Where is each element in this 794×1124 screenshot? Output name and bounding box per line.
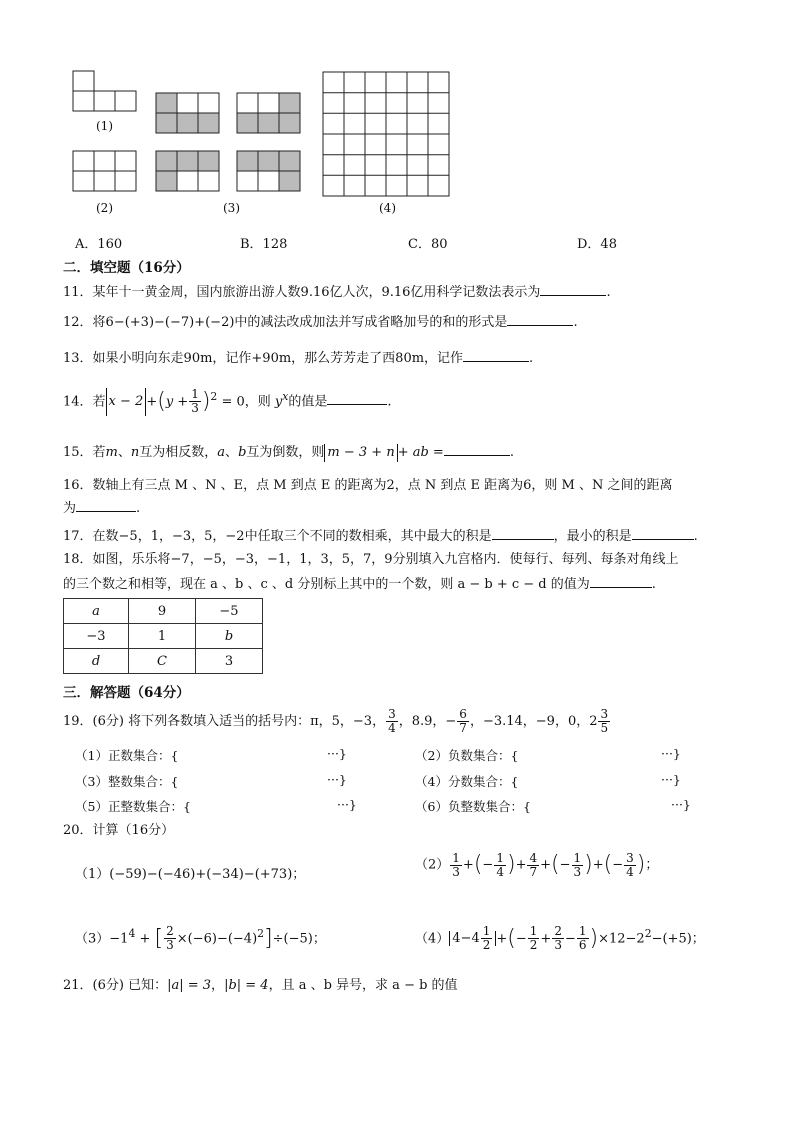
section-title-fill-in: 二．填空题（16分） — [63, 260, 190, 276]
q11-blank — [540, 283, 606, 296]
set-negative: （2）负数集合：{ — [415, 748, 519, 763]
q20-1: （1）(−59)−(−46)+(−34)−(+73)； — [75, 867, 306, 882]
figure-1-net — [73, 71, 136, 111]
q20-3: $(3)-1^4$ + [ $\frac{2}{3}$ $\times(-6)-(-4)^2]\div(-5)$； — [75, 924, 326, 953]
q15-blank — [444, 443, 510, 456]
q18-blank — [590, 575, 652, 588]
question-17: 17．在数−5，1，−3，5，−2中任取三个不同的数相乘，其中最大的积是 ，最小的积是 . — [63, 529, 698, 544]
q14-end: . — [387, 394, 392, 410]
q13-blank — [463, 349, 529, 362]
table-row: d C 3 — [64, 649, 263, 674]
q17-blank-max — [492, 527, 554, 540]
q14-blank — [327, 392, 387, 405]
option-c: C．80 — [408, 237, 448, 252]
question-12 — [63, 313, 578, 332]
question-19: 19．(6分) 将下列各数填入适当的括号内：π，5，−3， $\frac{3}{4}$ ，8.9，− $\frac{6}{7}$ ，−3.14，−9，0，2 $\frac{3}{5}$ — [63, 707, 609, 735]
q13-text: 13．如果小明向东走90m，记作+90m，那么芳芳走了西80m，记作 — [63, 351, 464, 366]
q14-suffix: 的值是 — [288, 394, 328, 410]
option-d: D．48 — [577, 237, 617, 252]
figure-3b-grid — [237, 93, 300, 133]
option-a: A．160 — [75, 237, 123, 252]
set-integer-end: ···} — [327, 772, 347, 787]
figure-3c-grid — [156, 151, 219, 191]
q14-y: y + — [165, 394, 189, 410]
question-15: 15．若m、n互为相反数，a、b互为倒数，则 m − 3 + n + ab = . — [63, 445, 514, 460]
question-14 — [63, 383, 392, 416]
q14-frac: $\frac{1}{3}$ — [191, 387, 199, 416]
figure-caption-3: (3) — [223, 201, 240, 215]
q14-x-exp: x — [282, 390, 289, 403]
q14-lparen: ( — [157, 388, 166, 414]
set-fraction-end: ···} — [661, 772, 681, 787]
q13-end: . — [529, 351, 534, 366]
figure-area — [60, 60, 460, 220]
set-positive-integer: （5）正整数集合：{ — [75, 799, 191, 814]
set-negative-end: ···} — [661, 746, 681, 761]
set-negative-integer-end: ···} — [671, 797, 691, 812]
q12-expr: 6−(+3)−(−7)+(−2) — [105, 315, 235, 330]
table-row: a 9 −5 — [64, 599, 263, 624]
grid-figures — [60, 60, 460, 220]
q14-eq: = 0，则 — [221, 394, 271, 410]
q12-end: . — [573, 315, 578, 330]
figure-3a-grid — [156, 93, 219, 133]
set-negative-integer: （6）负整数集合：{ — [415, 799, 531, 814]
figure-2-grid — [73, 151, 136, 191]
q11-end: . — [606, 285, 611, 300]
question-16-line2: 为 . — [63, 501, 141, 516]
q14-prefix: 14．若 — [63, 394, 106, 410]
set-positive: （1）正数集合：{ — [75, 748, 179, 763]
set-integer: （3）整数集合：{ — [75, 774, 179, 789]
q14-abs: x − 2 — [106, 388, 147, 416]
question-13 — [63, 349, 533, 368]
q15-abs: m − 3 + n — [324, 444, 397, 462]
figure-4-grid — [323, 72, 449, 196]
magic-square-table — [63, 598, 263, 674]
set-positive-end: ···} — [327, 746, 347, 761]
set-fraction: （4）分数集合：{ — [415, 774, 519, 789]
q20-4: （4） 4−4 $\frac{1}{2}$ +(− $\frac{1}{2}$ + $\frac{2}{3}$ − $\frac{1}{6}$ )$\times 12-2^2-(+5)$； — [415, 924, 705, 953]
table-row: −3 1 b — [64, 624, 263, 649]
question-21: 21．(6分) 已知：|a| = 3，|b| = 4，且 a 、b 异号，求 a − b 的值 — [63, 978, 458, 993]
option-b: B．128 — [240, 237, 288, 252]
q14-rparen: ) — [201, 388, 211, 414]
q20-1-expr: (−59)−(−46)+(−34)−(+73)； — [109, 867, 306, 882]
q14-yx: y — [274, 394, 283, 410]
q17-blank-min — [632, 527, 694, 540]
q12-suffix: 中的减法改成加法并写成省略加号的和的形式是 — [234, 315, 508, 330]
figure-caption-1: (1) — [96, 119, 113, 133]
q16-blank — [76, 499, 136, 512]
set-positive-integer-end: ···} — [337, 797, 357, 812]
q20-2: （2） $\frac{1}{3}$ +(− $\frac{1}{4}$ )+ $\frac{4}{7}$ +(− $\frac{1}{3}$ )+(− $\frac{3}{4}$ )； — [415, 850, 659, 879]
figure-3d-grid — [237, 151, 300, 191]
q11-text: 11．某年十一黄金周，国内旅游出游人数9.16亿人次，9.16亿用科学记数法表示为 — [63, 285, 541, 300]
question-18-line2: 的三个数之和相等，现在 a 、b 、c 、d 分别标上其中的一个数，则 a − b + c − d 的值为 . — [63, 577, 656, 592]
q12-prefix: 12．将 — [63, 315, 106, 330]
figure-caption-4: (4) — [379, 201, 396, 215]
figure-caption-2: (2) — [96, 201, 113, 215]
question-20-title: 20．计算（16分） — [63, 823, 175, 838]
question-16-line1: 16．数轴上有三点 M 、N 、E，点 M 到点 E 的距离为2，点 N 到点 E 距离为6，则 M 、N 之间的距离 — [63, 478, 673, 493]
question-18-line1: 18．如图，乐乐将−7，−5，−3，−1，1，3，5，7，9分别填入九宫格内．使每行、每列、每条对角线上 — [63, 552, 679, 567]
q12-blank — [507, 313, 573, 326]
q14-plus: + — [146, 394, 158, 410]
section-title-solve: 三．解答题（64分） — [63, 685, 190, 701]
q14-pow: 2 — [210, 390, 218, 403]
question-11 — [63, 283, 611, 302]
